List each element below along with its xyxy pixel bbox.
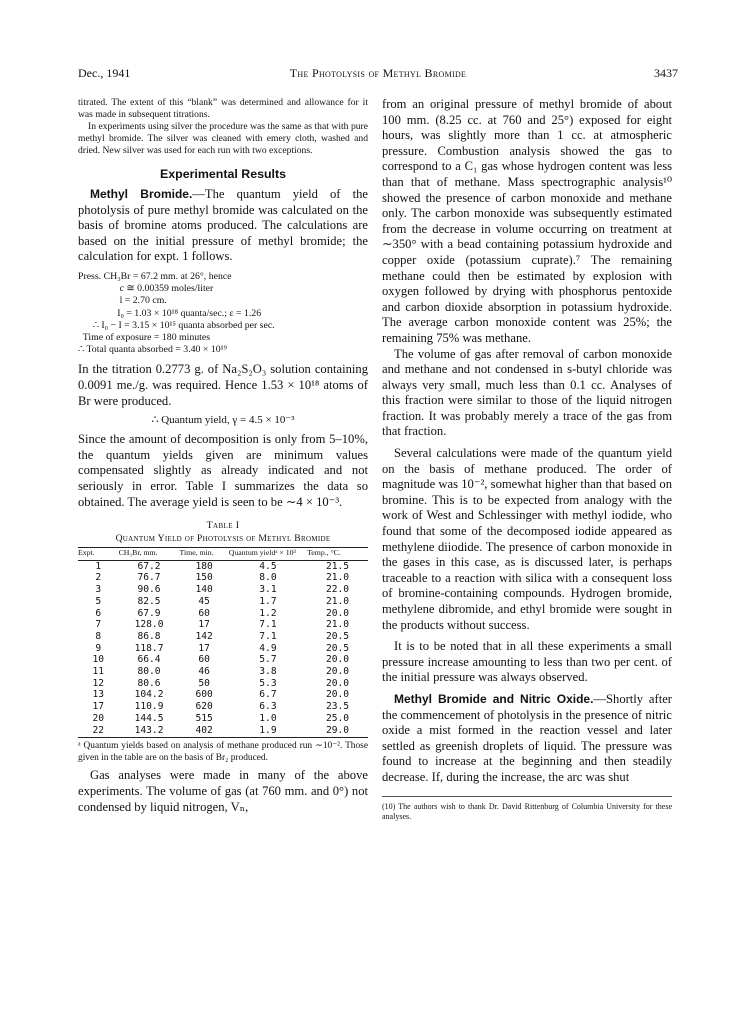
table-cell: 1.7 — [259, 595, 277, 607]
table-cell: 104.2 — [134, 689, 164, 701]
table-row — [78, 631, 368, 643]
table-cell: 20.0 — [325, 677, 350, 689]
table-cell: 60 — [198, 607, 210, 619]
table-cell: 5.7 — [259, 654, 277, 666]
table-cell: 118.7 — [134, 642, 164, 654]
table-row — [78, 596, 368, 608]
table-cell: 20.5 — [325, 630, 350, 642]
table-cell: 60 — [198, 654, 210, 666]
pressure-increase-paragraph: It is to be noted that in all these experiments a small pressure increase amounting to less than two per cent. of the initial pressure was always observed. — [382, 639, 672, 685]
table-cell: 20.0 — [325, 689, 350, 701]
methyl-bromide-runin-heading: Methyl Bromide. — [90, 187, 193, 201]
table-cell: 17 — [198, 642, 210, 654]
table-cell: 21.0 — [325, 572, 350, 584]
table-cell: 1.9 — [229, 725, 307, 738]
header-date: Dec., 1941 — [78, 66, 131, 80]
table-cell: 150 — [195, 572, 213, 584]
table-header: Temp., °C. — [307, 548, 368, 561]
table-row — [78, 666, 368, 678]
blank-titration-paragraph: titrated. The extent of this “blank” was determined and allowance for it was made in subsequent titrations. — [78, 97, 368, 120]
silver-procedure-paragraph: In experiments using silver the procedure was the same as that with pure methyl bromide. The silver was cleaned with emery cloth, washed and dried. New silver was used for each run with two exceptions. — [78, 121, 368, 156]
table-cell: 4.5 — [259, 560, 277, 572]
table-cell: 21.5 — [325, 560, 350, 572]
calc-line: ∴ I₀ − I = 3.15 × 10¹⁵ quanta absorbed per sec. — [78, 319, 275, 331]
table-cell: 1.2 — [259, 607, 277, 619]
table-row — [78, 584, 368, 596]
table-footnote: ᵃ Quantum yields based on analysis of methane produced run ∼10⁻². Those given in the table are on the basis of Br₂ produced. — [78, 741, 368, 763]
table-cell: 82.5 — [137, 595, 161, 607]
table-cell: 12 — [92, 677, 105, 689]
nitric-oxide-runin-heading: Methyl Bromide and Nitric Oxide. — [394, 691, 594, 706]
table-header: Quantum yieldᵃ × 10³ — [229, 548, 307, 561]
header-page-number: 3437 — [654, 66, 678, 80]
table-row — [78, 701, 368, 713]
table-row — [78, 713, 368, 725]
section-title-experimental-results: Experimental Results — [159, 167, 287, 181]
calc-line: c ≅ 0.00359 moles/liter — [78, 283, 214, 295]
table-cell: 21.0 — [325, 595, 350, 607]
table-cell: 180 — [195, 560, 213, 572]
table-cell: 22.0 — [325, 584, 350, 596]
gas-volume-paragraph: The volume of gas after removal of carbon monoxide and methane and not condensed in s-butyl chloride was always very small, much less than 0.1 cc. Analyses of this fraction were similar to those of the liquid nitrogen fraction. It was probably merely a trace of the gas from that fraction. — [382, 346, 672, 439]
titration-paragraph: In the titration 0.2773 g. of Na₂S₂O₃ solution containing 0.0091 me./g. was required. Hence 1.53 × 10¹⁸ atoms of Br were produced. — [78, 362, 368, 408]
table-cell: 600 — [195, 689, 213, 701]
table-cell: 3 — [95, 584, 102, 596]
table-cell: 143.2 — [119, 725, 180, 738]
table-row — [78, 608, 368, 620]
page-header — [78, 66, 678, 84]
original-pressure-paragraph: from an original pressure of methyl bromide of about 100 mm. (8.25 cc. at 760 and 25°) exposed for eight hours, was slightly more than 1 cc. at atmospheric pressure. Combustion analysis showed the gas to correspond to a C₁ gas whose hydrogen content was less than that of methane. Mass spectrographic analysis¹⁰ showed the presence of carbon monoxide and methane only. The carbon monoxide was subsequently estimated from the decrease in volume occurring on treatment at ∼350° with a bead containing potassium hydroxide and copper oxide (potassium cuprate).⁷ The remaining methane could then be estimated by explosion with oxygen followed by drying with phosphorus pentoxide and carbon dioxide absorption in potassium hydroxide. The average carbon monoxide content was 25%; the remaining 75% was methane. — [382, 97, 672, 345]
table-row — [78, 654, 368, 666]
table-row — [78, 643, 368, 655]
methane-calculation-paragraph: Several calculations were made of the quantum yield on the basis of methane produced. The order of magnitude was 10⁻², somewhat higher than that based on bromine. This is to be expected from analogy with the work of West and Schlessinger with methyl iodide, who found that some of the decomposed iodide appeared as methylene diiodide. The presence of carbon monoxide in the gases in this case, as is discussed later, is perhaps traceable to a reaction with silica with a consequent loss of bromine-containing compounds. Hydrogen bromide, methylene dibromide, and ethyl bromide were sought in the products without success. — [382, 446, 672, 632]
table-cell: 9 — [95, 642, 102, 654]
table-cell: 6.7 — [259, 689, 277, 701]
table-cell: 3.8 — [259, 666, 277, 678]
table-cell: 21.0 — [325, 619, 350, 631]
table-cell: 7 — [95, 619, 102, 631]
table-header: CH₃Br, mm. — [119, 548, 180, 561]
table-cell: 20.5 — [325, 642, 350, 654]
table-cell: 5 — [95, 595, 102, 607]
quantum-yield-table — [78, 547, 368, 738]
table-cell: 22 — [78, 725, 119, 738]
table-cell: 8 — [95, 630, 102, 642]
table-cell: 6 — [95, 607, 102, 619]
table-row — [78, 725, 368, 738]
table-cell: 66.4 — [137, 654, 161, 666]
nitric-oxide-paragraph — [382, 692, 672, 786]
table-cell: 620 — [195, 701, 213, 713]
table-cell: 80.6 — [137, 677, 161, 689]
table-cell: 140 — [195, 584, 213, 596]
gas-analyses-paragraph: Gas analyses were made in many of the above experiments. The volume of gas (at 760 mm. and 0°) not condensed by liquid nitrogen, Vₙ, — [78, 768, 368, 814]
page-footnote: (10) The authors wish to thank Dr. David Rittenburg of Columbia University for these analyses. — [382, 796, 672, 822]
table-title: Quantum Yield of Photolysis of Methyl Bromide — [115, 533, 331, 545]
table-cell: 20 — [92, 712, 105, 724]
calc-line: Time of exposure = 180 minutes — [78, 331, 211, 343]
table-row — [78, 560, 368, 572]
table-caption: Table I — [206, 520, 240, 532]
nitric-oxide-text: —Shortly after the commencement of photolysis in the presence of nitric oxide a mist formed in the reaction vessel and later settled as greenish droplets of liquid. The pressure was found to increase at the beginning and then steadily decrease. If, during the increase, the arc was shut — [382, 691, 672, 784]
table-cell: 515 — [195, 712, 213, 724]
table-cell: 17 — [198, 619, 210, 631]
quantum-yield-line: ∴ Quantum yield, γ = 4.5 × 10⁻³ — [151, 414, 295, 427]
table-cell: 13 — [92, 689, 105, 701]
methyl-bromide-paragraph — [78, 187, 368, 265]
calculation-block — [78, 271, 368, 356]
table-cell: 45 — [198, 595, 210, 607]
right-column — [382, 97, 672, 822]
table-row — [78, 619, 368, 631]
table-cell: 7.1 — [259, 619, 277, 631]
table-cell: 46 — [198, 666, 210, 678]
table-cell: 50 — [198, 677, 210, 689]
table-cell: 80.0 — [137, 666, 161, 678]
table-cell: 1.0 — [259, 712, 277, 724]
table-cell: 25.0 — [325, 712, 350, 724]
calc-line: I₀ = 1.03 × 10¹⁸ quanta/sec.; ε = 1.26 — [78, 307, 262, 319]
table-header: Expt. — [78, 548, 119, 561]
table-cell: 402 — [179, 725, 228, 738]
table-row — [78, 678, 368, 690]
table-cell: 17 — [92, 701, 105, 713]
table-cell: 3.1 — [259, 584, 277, 596]
header-running-title: The Photolysis of Methyl Bromide — [289, 66, 467, 80]
table-cell: 11 — [92, 666, 105, 678]
table-cell: 1 — [95, 560, 102, 572]
table-cell: 20.0 — [325, 666, 350, 678]
table-row — [78, 572, 368, 584]
table-cell: 7.1 — [259, 630, 277, 642]
table-cell: 2 — [95, 572, 102, 584]
table-cell: 20.0 — [325, 607, 350, 619]
table-cell: 23.5 — [325, 701, 350, 713]
table-cell: 128.0 — [134, 619, 164, 631]
left-column — [78, 97, 368, 815]
table-cell: 29.0 — [307, 725, 368, 738]
table-cell: 5.3 — [259, 677, 277, 689]
table-cell: 4.9 — [259, 642, 277, 654]
table-cell: 144.5 — [134, 712, 164, 724]
table-cell: 86.8 — [137, 630, 161, 642]
methyl-bromide-text: —The quantum yield of the photolysis of pure methyl bromide was calculated on the basis of bromine atoms produced. The calculations are based on the initial pressure of methyl bromide; the calculation for expt. 1 follows. — [78, 187, 368, 264]
table-body — [78, 560, 368, 738]
table-cell: 76.7 — [137, 572, 161, 584]
table-cell: 67.2 — [137, 560, 161, 572]
table-cell: 8.0 — [259, 572, 277, 584]
calc-line: Press. CH₃Br = 67.2 mm. at 26°, hence — [78, 270, 232, 282]
table-row — [78, 689, 368, 701]
table-cell: 90.6 — [137, 584, 161, 596]
table-cell: 6.3 — [259, 701, 277, 713]
calc-line: l = 2.70 cm. — [78, 295, 167, 307]
calc-line: ∴ Total quanta absorbed = 3.40 × 10¹⁹ — [78, 344, 228, 356]
table-cell: 20.0 — [325, 654, 350, 666]
table-cell: 10 — [92, 654, 105, 666]
table-cell: 142 — [195, 630, 213, 642]
table-cell: 67.9 — [137, 607, 161, 619]
decomposition-paragraph: Since the amount of decomposition is only from 5–10%, the quantum yields given are minimum values compensated slightly as already indicated and not seriously in error. Table I summarizes the data so obtained. The average yield is seen to be ∼4 × 10⁻³. — [78, 432, 368, 509]
table-cell: 110.9 — [134, 701, 164, 713]
table-header: Time, min. — [179, 548, 228, 561]
